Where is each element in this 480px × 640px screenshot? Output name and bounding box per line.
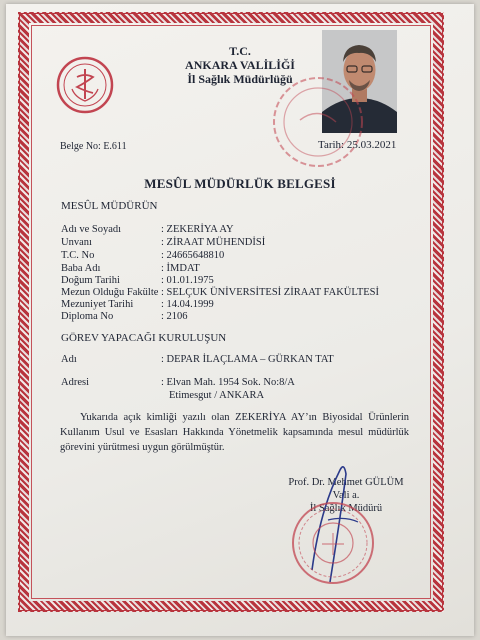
- header-line-valilik: ANKARA VALİLİĞİ: [185, 58, 295, 72]
- section-heading-manager: MESÛL MÜDÜRÜN: [61, 200, 158, 212]
- field-label: Diploma No: [61, 311, 114, 322]
- header-line-mudurluk: İl Sağlık Müdürlüğü: [187, 72, 293, 86]
- photo-seal-stamp: [268, 72, 368, 172]
- org-name-label: Adı: [61, 354, 77, 365]
- org-address-line2: Etimesgut / ANKARA: [169, 390, 265, 401]
- field-label: T.C. No: [61, 250, 95, 261]
- field-value: : 2106: [161, 311, 188, 322]
- field-value: : İMDAT: [161, 263, 200, 274]
- signatory-name: Prof. Dr. Mehmet GÜLÜM: [288, 477, 404, 488]
- field-value: : 14.04.1999: [161, 299, 214, 310]
- section-heading-organization: GÖREV YAPACAĞI KURULUŞUN: [61, 332, 227, 344]
- document-title: MESÛL MÜDÜRLÜK BELGESİ: [144, 176, 336, 191]
- official-seal-stamp: [290, 500, 376, 586]
- field-label: Adı ve Soyadı: [61, 224, 122, 235]
- signatory-title-1: Vali a.: [332, 490, 360, 501]
- field-label: Doğum Tarihi: [61, 275, 120, 286]
- field-label: Baba Adı: [61, 263, 101, 274]
- org-address-label: Adresi: [61, 377, 89, 388]
- approval-paragraph: [60, 410, 409, 455]
- field-value: : 24665648810: [161, 250, 225, 261]
- field-label: Mezuniyet Tarihi: [61, 299, 134, 310]
- document-number: Belge No: E.611: [60, 141, 127, 152]
- field-value: : ZİRAAT MÜHENDİSİ: [161, 237, 266, 248]
- issue-date: Tarih: 25.03.2021: [318, 139, 397, 151]
- org-address-line1: : Elvan Mah. 1954 Sok. No:8/A: [161, 377, 295, 388]
- field-label: Mezun Olduğu Fakülte: [61, 287, 159, 298]
- ministry-logo-icon: [55, 55, 115, 115]
- field-label: Unvanı: [61, 237, 92, 248]
- field-value: : ZEKERİYA AY: [161, 224, 234, 235]
- org-name-value: : DEPAR İLAÇLAMA – GÜRKAN TAT: [161, 354, 334, 365]
- header-line-tc: T.C.: [229, 44, 251, 58]
- approval-text: Yukarıda açık kimliği yazılı olan ZEKERİYA AY’ın Biyosidal Ürünlerin Kullanım Usul ve Esasları Hakkında Yönetmelik kapsamında mesul müdürlük görevini yürütmesi uygun görülmüştür.: [60, 412, 409, 453]
- field-value: : SELÇUK ÜNİVERSİTESİ ZİRAAT FAKÜLTESİ: [161, 287, 379, 298]
- field-value: : 01.01.1975: [161, 275, 214, 286]
- signatory-title-2: İl Sağlık Müdürü: [309, 503, 383, 514]
